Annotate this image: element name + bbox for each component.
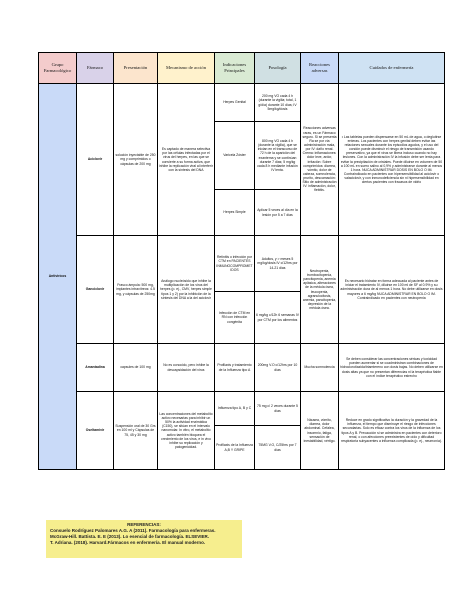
mechanism-ganciclovir: Análogo nucleósido que inhibe la multiplicación de los virus del herpes (p. ej., CMV, herpes simple tipos 1 y 2) por la inhibición de la síntesis del DNA a la del aciclovir — [158, 236, 215, 344]
dosage-amantadina-1: 200mg V.O c/12hrs por 10 días — [255, 344, 301, 392]
indication-aciclovir-3: Herpes Simple — [215, 190, 255, 236]
table-row — [39, 392, 445, 426]
dosage-aciclovir-2: 800 mg VO cada 4 h (durante la vigilia), que se inician en el transcurso de 72 h de la aparición del exantema y se continúan durante 7 días; 5 mg/kg cada 8 h mediante infusión IV lenta. — [255, 122, 301, 190]
dosage-ganciclovir-1: Adultos, y > meses 5 mg/kg/dosis IV c/12hrs por 14-21 días — [255, 236, 301, 292]
header-presentacion: Presentación — [114, 53, 158, 84]
reference-item: T. Adriana. (2018). Harvard.Fármacos en enfermería. El manual moderno. — [50, 539, 206, 545]
dosage-oseltamivir-2: 75MG V.O, C/25hrs por 7 días — [255, 426, 301, 470]
references-title: REFERENCIAS: — [127, 522, 161, 527]
reference-item: McGraw-Hill. Battista. E. E (2013). Lo esencial de farmacología. ELSEVIER. — [50, 533, 210, 539]
care-ganciclovir: Es necesario hidratar en forma adecuada al paciente antes de iniciar el tratamiento IV, diluirse en 100 ml de SF al 0.9% y su administración dura de al menos 1 hora. No debe utilizarse en dosis mayores a 6 mg/kg NUCA ADMINISTRAR EN BOLO O IM. Contraindicado en pacientes con neutropenia — [339, 236, 445, 344]
indication-aciclovir-1: Herpes Genital — [215, 84, 255, 122]
group-cell: Antivirícos — [39, 84, 77, 470]
indication-oseltamivir-2: Profilaxis de la Influenza A,B Y GRIPE — [215, 426, 255, 470]
adverse-aciclovir: Reacciones adversas raras, es un Fármaco seguro. Si se presenta Ra se por vía administración mala, por IV: daño renal. Crema: inflamaciones: dolor leve, ardor, irritación: Sobre comprimidos: diarrea, vómito, dolor de cabeza, somnolencia, prurito, descamación: Sitio de administración IV: inflamación, dolor, flebitis. — [301, 84, 339, 236]
drug-name-aciclovir: Aciclovir — [77, 84, 114, 236]
header-row — [39, 53, 445, 84]
header-mecanismo: Mecanismo de acción — [158, 53, 215, 84]
table-row — [39, 236, 445, 292]
header-farmaco: Fármaco — [77, 53, 114, 84]
presentation-oseltamivir: Suspensión oral de 30 Grs en 100 ml y Cápsulas de 75, 45 y 30 mg — [114, 392, 158, 470]
indication-ganciclovir-1: Retinitis o infección por CTM en PACIENTES INMUNOCOMPROMETIDOS — [215, 236, 255, 292]
drug-name-amantadina: Amantadina — [77, 344, 114, 392]
presentation-aciclovir: solución inyectable de 250 mg y comprimidos o cápsulas de 200 mg — [114, 84, 158, 236]
indication-amantadina-1: Profilaxis y tratamiento de la Influenza tipo A — [215, 344, 255, 392]
indication-ganciclovir-2: Infección de CTM en RN con infección congénita — [215, 292, 255, 344]
header-reacciones: Reacciones adversas — [301, 53, 339, 84]
dosage-ganciclovir-2: 6 mg/kg c/12h 6 semanas IV por CTM por los alimentos — [255, 292, 301, 344]
drug-name-ganciclovir: Ganciclovir — [77, 236, 114, 344]
adverse-ganciclovir: Neutropenia, trombocitopenia, pancitopenia, anemia aplásica, alteraciones de la médula ósea, leucopenia, agranulocitosis, anemia, pancitopenia, depresión de la médula ósea. — [301, 236, 339, 344]
header-grupo: Grupo Farmacológico — [39, 53, 77, 84]
care-aciclovir: • Las tabletas pueden dispensarse en 50 mL de agua, o deglutirse enteras. Los pacientes con herpes genital deben evitar las relaciones sexuales durante los episodios agudos, y el uso del condón puede disminuir el riesgo de transmisión usando preservativo, ya que el virus se libera incluso cuando no hay lesiones. Con la administración IV la infusión debe ser lenta para evitar la precipitación de cristales. Puede diluirse en volumen de 50 a 100 mL en suero salino al 0,9% y administrarse durante al menos 1 hora. NUCA ADMINISTRAR DOSIS EN BOLO O IM. Contraindicado en pacientes con hipersensibilidad al aciclovir o valaciclovir, y con inmunodeficiencia sin ni hipersensibilidad en ciertos pacientes con fracasos de vidrio — [339, 84, 445, 236]
table-row — [39, 344, 445, 392]
dosage-aciclovir-1: 200 mg VO cada 4 h (durante la vigilia; total, 1 g/día) durante 10 días; IV 5mg/kg/dosis — [255, 84, 301, 122]
indication-aciclovir-2: Varicela Zóster — [215, 122, 255, 190]
mechanism-amantadina: No es conocido, pero inhibe la descapsidación del virus — [158, 344, 215, 392]
reference-item: Consuelo Rodríguez Palomares A.G. A (2011). Farmacología para enfermeras. — [50, 527, 216, 533]
care-amantadina: Se deben considerar las concentraciones séricas y toxicidad pueden aumentar si se coadministran combinaciones de hidroclorotiazida/triamtereno con dosis bajas. No deben utilizarse en dosis altas ya que no presentan diferencias ni la terapéutica fiable con el índice terapéutico estrecho — [339, 344, 445, 392]
header-indicaciones: Indicaciones Principales — [215, 53, 255, 84]
drug-name-oseltamivir: Oseltamivir — [77, 392, 114, 470]
mechanism-aciclovir: Es captado de manera selectiva por las células infectadas por el virus del herpes, en las que se convierte a su forma activa, que inhibe la replicación viral al interferir con la síntesis del DNA — [158, 84, 215, 236]
pharmacology-table — [38, 52, 445, 470]
adverse-amantadina: Mucha somnolencia — [301, 344, 339, 392]
adverse-oseltamivir: Náusea, vómito, diarrea, dolor abdominal. Cefalea, insomnio, fatiga, sensación de inestabilidad, vértigo. — [301, 392, 339, 470]
dosage-aciclovir-3: Aplicar 5 veces al día en la lesión por 5 a 7 días — [255, 190, 301, 236]
references-box — [46, 520, 242, 558]
header-posologia: Posología — [255, 53, 301, 84]
presentation-ganciclovir: Frasco ámpula: 500 mg, implantes intravítreos: 4.5 mg, y cápsulas de 250mg — [114, 236, 158, 344]
dosage-oseltamivir-1: 75 mg c/ 2 veces durante 5 días — [255, 392, 301, 426]
care-oseltamivir: Reduce en grado significativo la duración y la gravedad de la influenza, el tiempo que disminuye el riesgo de infecciones secundarias. Solo es eficaz contra los virus de la influenza de los tipos A y B. Precaución si se administra en pacientes con deterioro renal, o con afecciones preexistentes de oído y dificultad respiratoria subyacentes a influenza complicada (p. ej., neumonía). — [339, 392, 445, 470]
mechanism-oseltamivir: Las concentraciones del metabolito activo necesarias para inhibir un 50% la actividad enzimática (C150), se sitúan en el intervalo nanomolar. In vitro, el metabolito activo también bloquea el crecimiento de los virus, e in vivo inhibe su replicación y patogenicidad. — [158, 392, 215, 470]
header-cuidados: Cuidados de enfermería — [339, 53, 445, 84]
presentation-amantadina: capsules de 100 mg — [114, 344, 158, 392]
table-row — [39, 84, 445, 122]
indication-oseltamivir-1: Influenza tipo A, B y C — [215, 392, 255, 426]
